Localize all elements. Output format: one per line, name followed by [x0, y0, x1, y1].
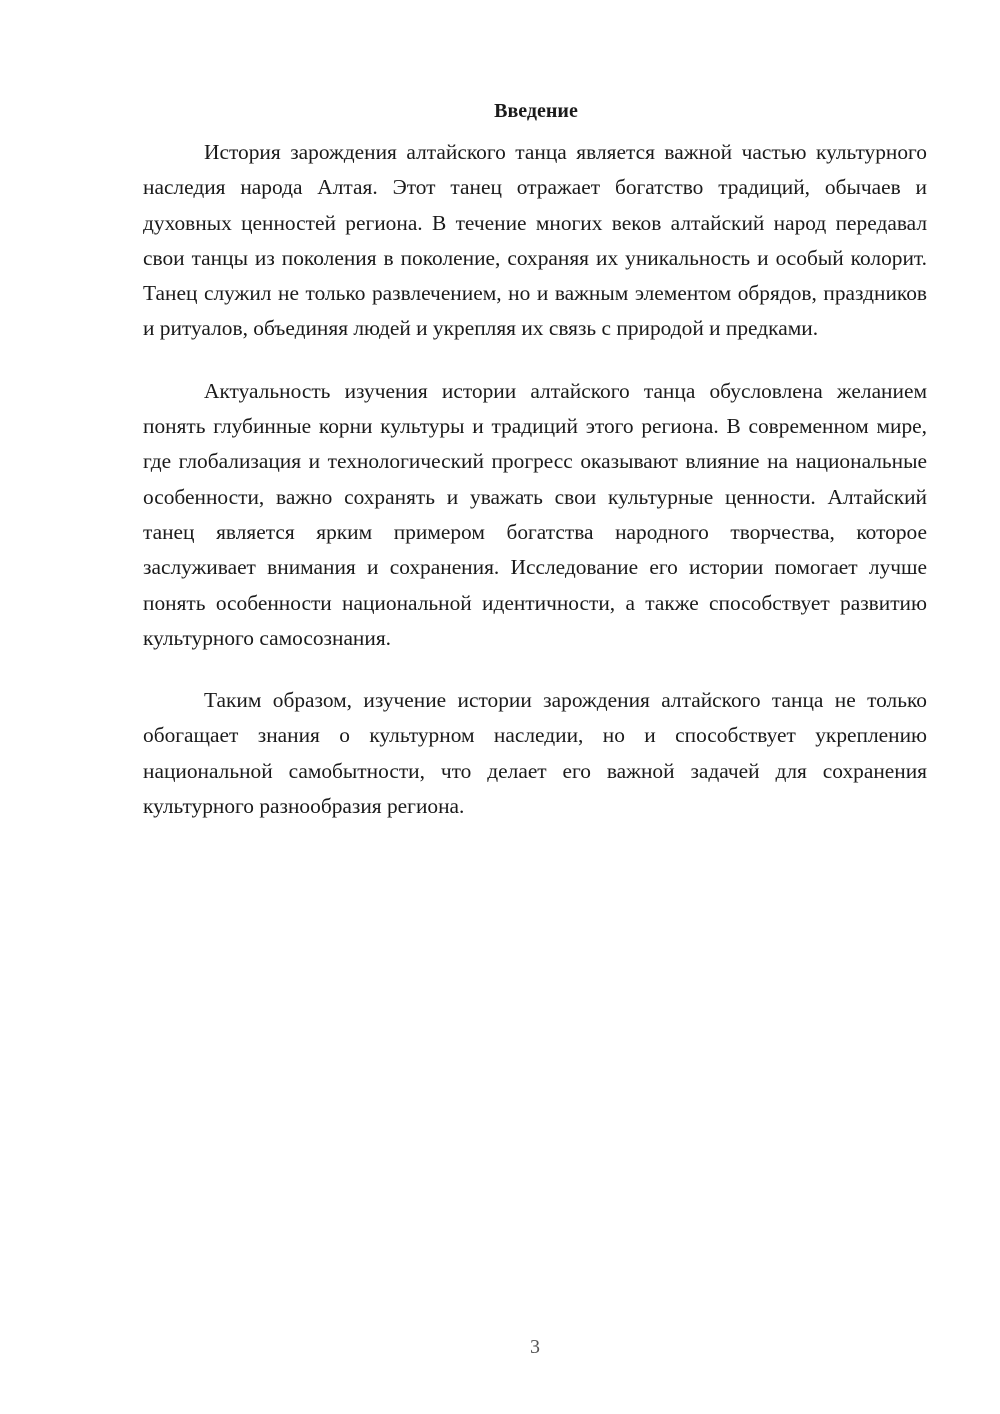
section-title: Введение: [494, 100, 578, 122]
page-number: 3: [530, 1336, 540, 1358]
paragraph-1: История зарождения алтайского танца является важной частью культурного наследия народа Алтая. Этот танец отражает богатство традиций, обычаев и духовных ценностей региона. В течение многих веков алтайский народ передавал свои танцы из поколения в поколение, сохраняя их уникальность и особый колорит. Танец служил не только развлечением, но и важным элементом обрядов, праздников и ритуалов, объединяя людей и укрепляя их связь с природой и предками.: [143, 140, 927, 341]
paragraph-3: Таким образом, изучение истории зарождения алтайского танца не только обогащает знания о культурном наследии, но и способствует укреплению национальной самобытности, что делает его важной задачей для сохранения культурного разнообразия региона.: [143, 688, 927, 819]
paragraph-2: Актуальность изучения истории алтайского танца обусловлена желанием понять глубинные корни культуры и традиций этого региона. В современном мире, где глобализация и технологический прогресс оказывают влияние на национальные особенности, важно сохранять и уважать свои культурные ценности. Алтайский танец является ярким примером богатства народного творчества, которое заслуживает внимания и сохранения. Исследование его истории помогает лучше понять особенности национальной идентичности, а также способствует развитию культурного самосознания.: [143, 378, 927, 650]
page-content: [143, 97, 927, 851]
